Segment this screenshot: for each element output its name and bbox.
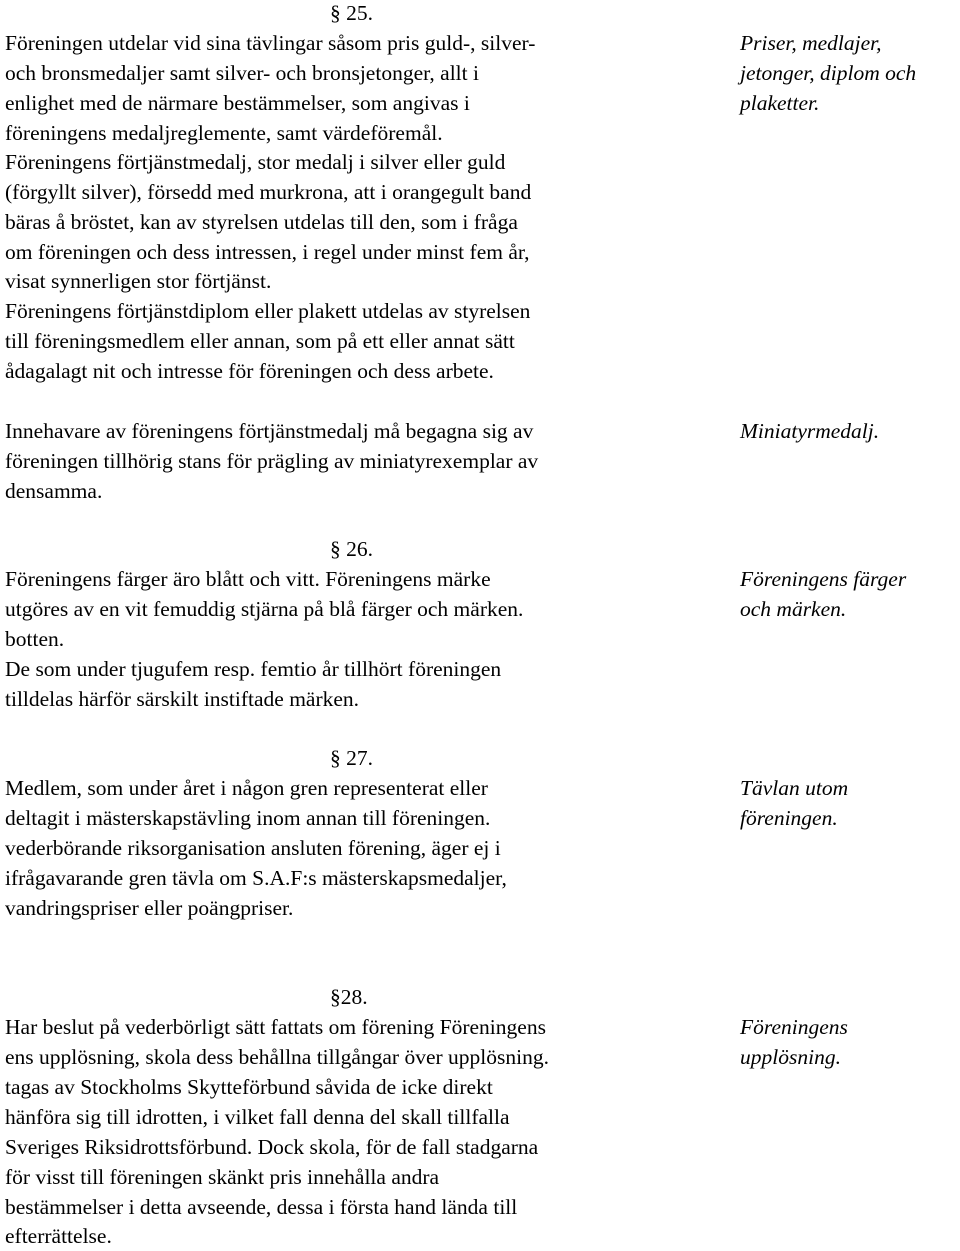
text-line: och bronsmedaljer samt silver- och bronsjetonger, allt i xyxy=(5,61,479,85)
text-line: Föreningens förtjänstdiplom eller plakett utdelas av styrelsen xyxy=(5,299,531,323)
text-line: Föreningen utdelar vid sina tävlingar såsom pris guld-, silver- xyxy=(5,31,536,55)
text-line: (förgyllt silver), försedd med murkrona, att i orangegult band xyxy=(5,180,532,204)
section-number: § 26. xyxy=(330,537,373,561)
text-line: tagas av Stockholms Skytteförbund såvida de icke direkt xyxy=(5,1075,493,1099)
text-line: ådagalagt nit och intresse för föreningen och dess arbete. xyxy=(5,359,494,383)
margin-note-line: Tävlan utom xyxy=(740,776,849,800)
text-line: Sveriges Riksidrottsförbund. Dock skola, för de fall stadgarna xyxy=(5,1135,539,1159)
margin-note-line: jetonger, diplom och xyxy=(740,61,917,85)
margin-note-line: Priser, medlajer, xyxy=(740,31,882,55)
section-number: §28. xyxy=(330,985,368,1009)
margin-note-line: föreningen. xyxy=(740,806,838,830)
text-line: bestämmelser i detta avseende, dessa i första hand lända till xyxy=(5,1195,518,1219)
margin-note-line: och märken. xyxy=(740,597,847,621)
margin-note-line: Föreningens xyxy=(740,1015,848,1039)
margin-note-line: plaketter. xyxy=(740,91,820,115)
text-line: botten. xyxy=(5,627,65,651)
text-line: enlighet med de närmare bestämmelser, som angivas i xyxy=(5,91,470,115)
margin-note-line: Föreningens färger xyxy=(740,567,907,591)
text-line: vandringspriser eller poängpriser. xyxy=(5,896,294,920)
text-line: ens upplösning, skola dess behållna tillgångar över upplösning. xyxy=(5,1045,549,1069)
text-line: hänföra sig till idrotten, i vilket fall denna del skall tillfalla xyxy=(5,1105,510,1129)
text-line: för visst till föreningen skänkt pris innehålla andra xyxy=(5,1165,440,1189)
text-line: De som under tjugufem resp. femtio år tillhört föreningen xyxy=(5,657,502,681)
margin-note-line: upplösning. xyxy=(740,1045,841,1069)
section-number: § 27. xyxy=(330,746,373,770)
margin-note-line: Miniatyrmedalj. xyxy=(740,419,880,443)
text-line: deltagit i mästerskapstävling inom annan till föreningen. xyxy=(5,806,491,830)
text-line: Innehavare av föreningens förtjänstmedalj må begagna sig av xyxy=(5,419,534,443)
text-line: Har beslut på vederbörligt sätt fattats om förening Föreningens xyxy=(5,1015,546,1039)
section-number: § 25. xyxy=(330,1,373,25)
text-line: Föreningens färger äro blått och vitt. Föreningens märke xyxy=(5,567,491,591)
text-line: till föreningsmedlem eller annan, som på ett eller annat sätt xyxy=(5,329,515,353)
text-line: föreningen tillhörig stans för prägling av miniatyrexemplar av xyxy=(5,449,539,473)
text-line: föreningens medaljreglemente, samt värdeföremål. xyxy=(5,121,443,145)
text-line: ifrågavarande gren tävla om S.A.F:s mästerskapsmedaljer, xyxy=(5,866,507,890)
text-line: densamma. xyxy=(5,479,103,503)
text-line: efterrättelse. xyxy=(5,1224,112,1248)
text-line: vederbörande riksorganisation ansluten förening, äger ej i xyxy=(5,836,501,860)
text-line: tilldelas härför särskilt instiftade märken. xyxy=(5,687,360,711)
text-line: Föreningens förtjänstmedalj, stor medalj i silver eller guld xyxy=(5,150,506,174)
text-line: om föreningen och dess intressen, i regel under minst fem år, xyxy=(5,240,530,264)
text-line: utgöres av en vit femuddig stjärna på blå färger och märken. xyxy=(5,597,524,621)
text-line: visat synnerligen stor förtjänst. xyxy=(5,269,272,293)
text-line: bäras å bröstet, kan av styrelsen utdelas till den, som i fråga xyxy=(5,210,518,234)
text-line: Medlem, som under året i någon gren representerat eller xyxy=(5,776,488,800)
